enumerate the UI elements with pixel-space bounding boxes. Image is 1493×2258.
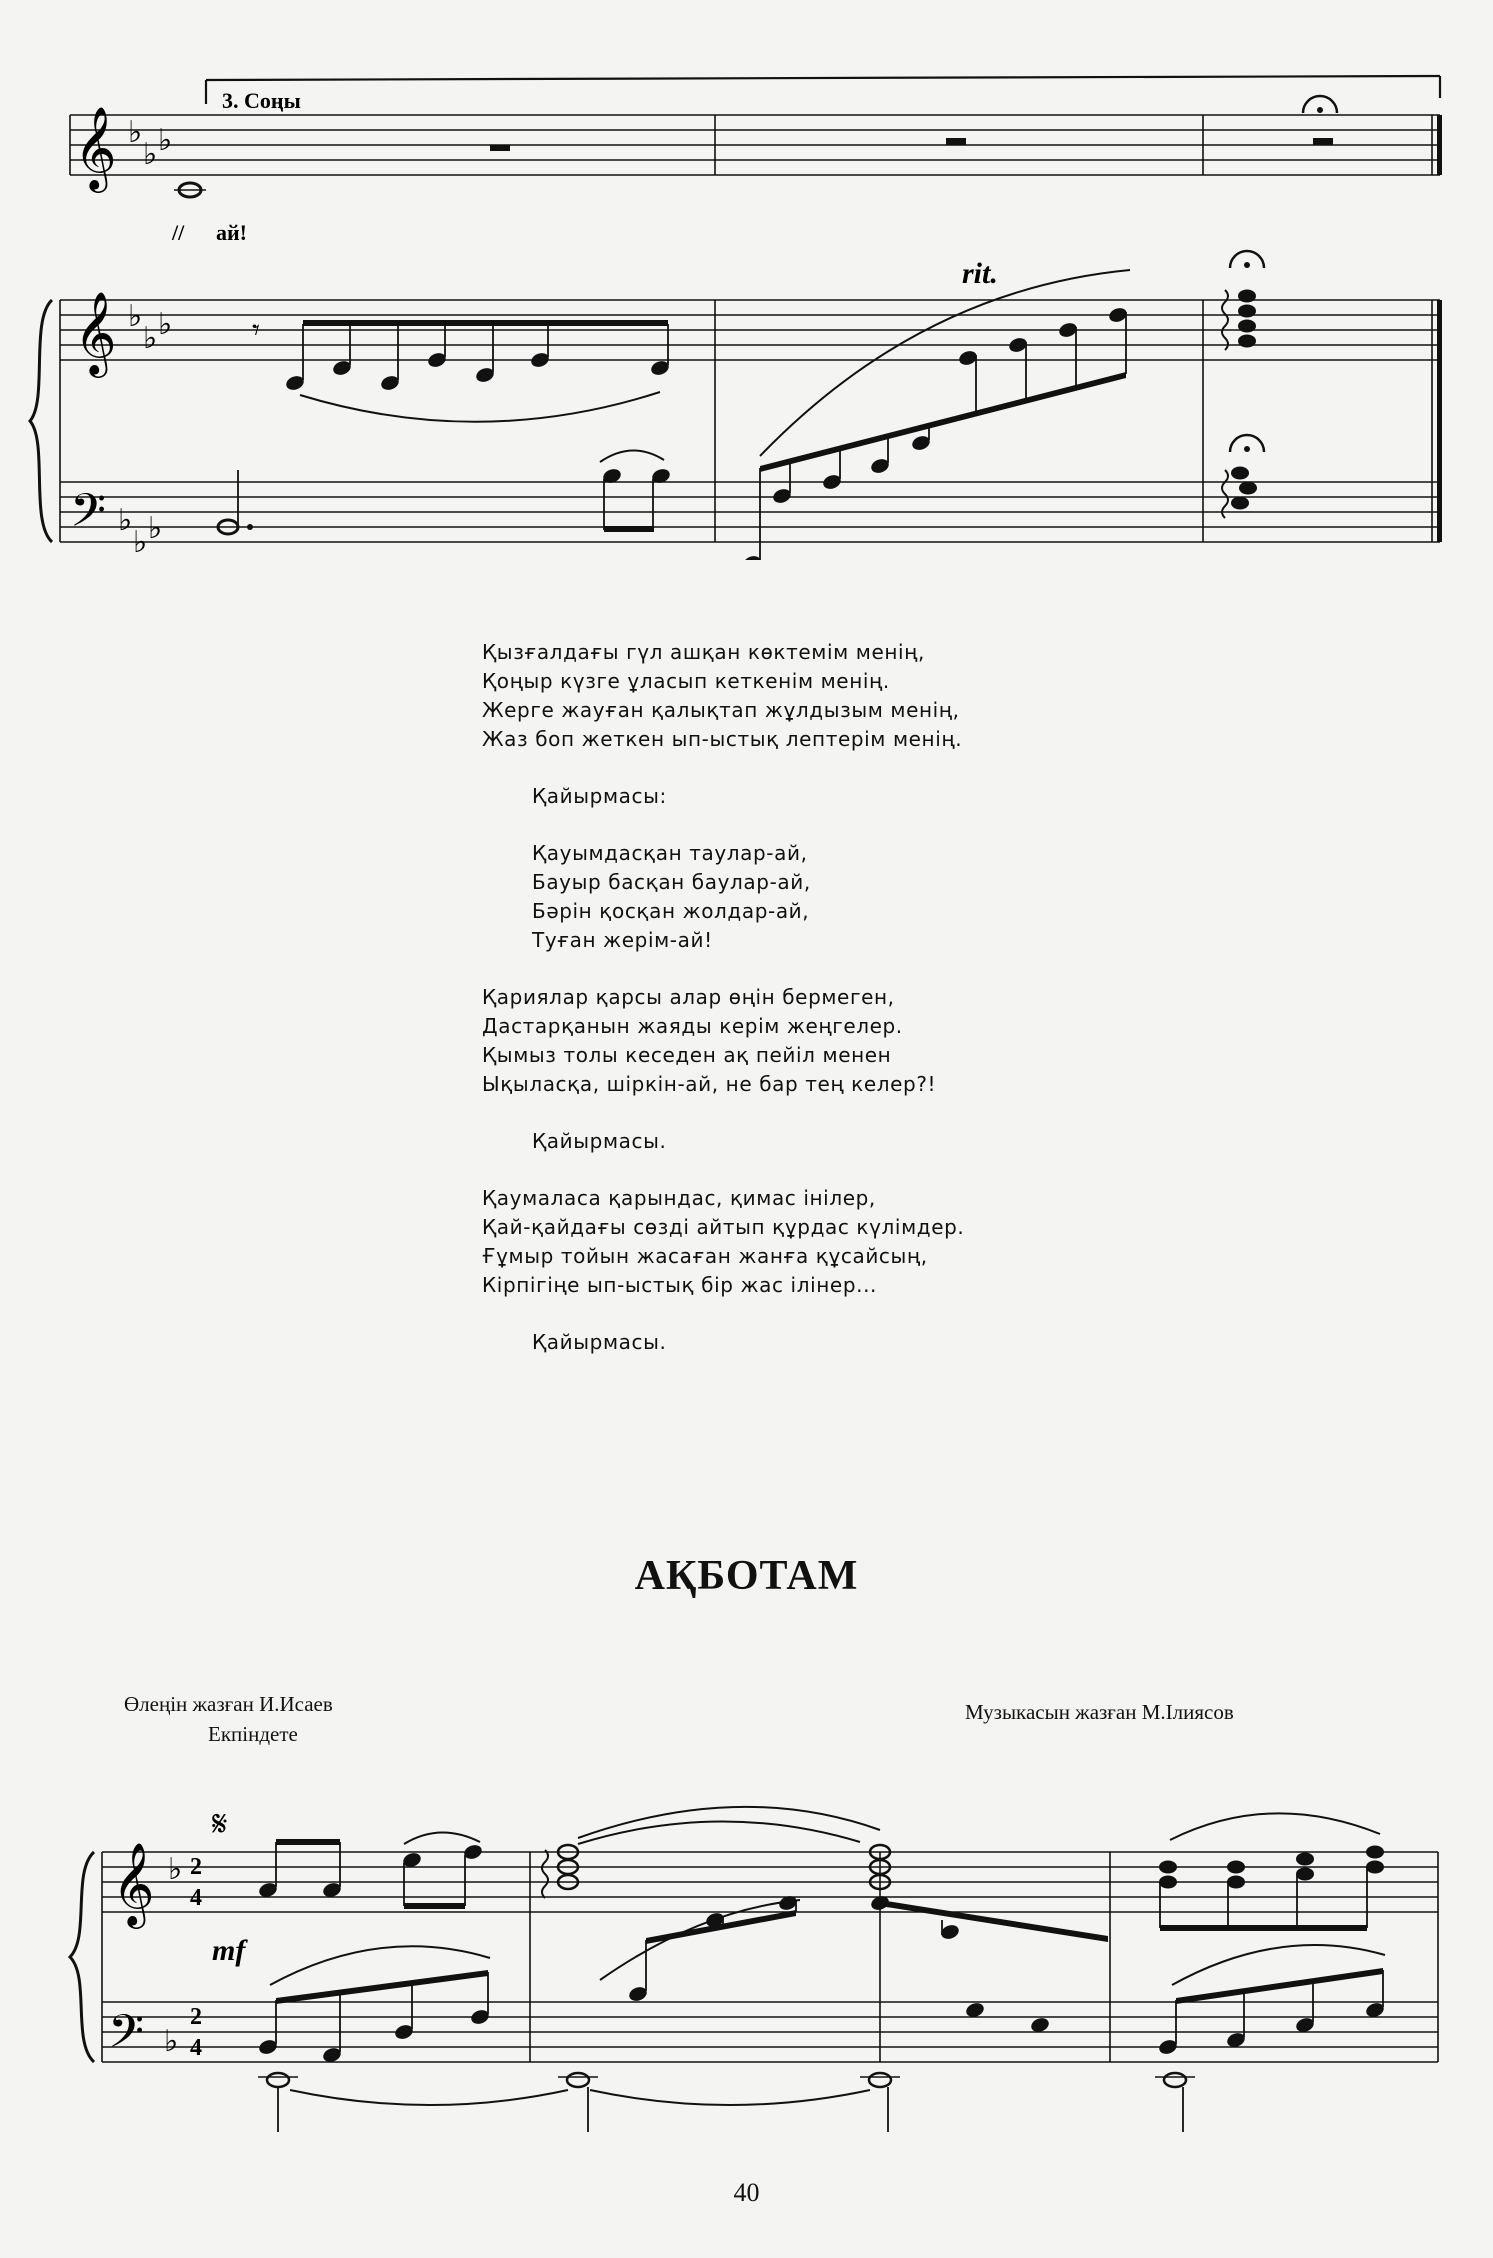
half-rest [490,145,510,151]
lyrics-block [482,638,1182,1385]
key-signature-flat: ♭ [168,1853,183,1886]
svg-text:♭: ♭ [158,308,173,341]
tempo-marking: Екпіндете [208,1722,298,1746]
svg-text:♭: ♭ [143,138,158,171]
refrain-label: Қайырмасы. [532,1330,667,1354]
arpeggio-icon [1222,470,1228,518]
svg-text:♭: ♭ [143,322,158,355]
lyric-line: Қариялар қарсы алар өңін бермеген, [482,985,895,1009]
lyric-line: Қай-қайдағы сөзді айтып құрдас күлімдер. [482,1215,965,1239]
lyricist-credit: Өлеңін жазған И.Исаев [124,1692,333,1716]
top-score-svg [0,0,1493,560]
eighth-rest-icon: 𝄾 [252,314,260,347]
whole-rest [946,138,966,145]
lyric-line: Жерге жауған қалықтап жұлдызым менің, [482,698,960,722]
lyric-line: Қаумаласа қарындас, қимас інілер, [482,1186,876,1210]
piano-brace [70,1852,94,2062]
page-number: 40 [733,2178,760,2207]
refrain [532,839,1182,955]
svg-text:♭: ♭ [133,526,148,559]
arpeggio-icon [1222,290,1228,350]
refrain-label: Қайырмасы. [532,1129,667,1153]
lyric-line: Кірпігіңе ып-ыстық бір жас ілінер... [482,1273,877,1297]
breath-mark: // [172,220,185,245]
segno-icon: 𝄋 [212,1803,228,1844]
dynamic-mark: mf [212,1934,246,1967]
stanza-2 [482,983,1182,1099]
piano-brace [30,300,52,542]
key-signature-flat: ♭ [164,2025,179,2058]
lyric-line: Бәрін қосқан жолдар-ай, [532,899,810,923]
lyric-line: Жаз боп жеткен ып-ыстық лептерім менің. [482,727,963,751]
volta-label: 3. Соңы [222,88,301,113]
piano-bass-staff [102,2002,1438,2062]
final-chord [1231,290,1257,510]
piano-bass-staff [60,482,1440,542]
lyric-line: Дастарқанын жаяды керім жеңгелер. [482,1014,903,1038]
time-signature-top: 2 [190,2004,202,2030]
svg-text:♭: ♭ [148,512,163,545]
svg-text:♭: ♭ [128,300,143,333]
vocal-staff [70,115,1440,175]
treble-clef-icon: 𝄞 [112,1844,155,1924]
song-title: АҚБОТАМ [634,1553,859,1599]
time-signature-top: 2 [190,1854,202,1880]
lyric-line: Бауыр басқан баулар-ай, [532,870,811,894]
lyric-line: Қоңыр күзге ұласып кеткенім менің. [482,669,890,693]
time-signature-bottom: 4 [190,2035,202,2061]
treble-run-notes [284,351,670,392]
lyric-line: Ықыласқа, шіркін-ай, не бар тең келер?! [482,1072,937,1096]
volta-bracket [206,76,1440,104]
bottom-score-system [0,1760,1493,2160]
svg-text:♭: ♭ [158,124,173,157]
lyric-line: Қымыз толы кеседен ақ пейіл менен [482,1043,892,1067]
treble-clef-icon: 𝄞 [74,293,117,373]
time-signature-bottom: 4 [190,1885,202,1911]
vocal-syllable: ай! [216,220,248,245]
lyric-line: Ғұмыр тойын жасаған жанға құсайсың, [482,1244,928,1268]
piano-treble-staff [60,300,1440,360]
composer-credit: Музыкасын жазған М.Ілиясов [965,1700,1234,1724]
arpeggio-icon [542,1850,548,1898]
bass-clef-icon: 𝄢 [70,484,107,547]
tempo-mark-rit: rit. [962,257,998,290]
treble-clef-icon: 𝄞 [74,108,117,188]
stanza-3 [482,1184,1182,1300]
stanza-1 [482,638,1182,754]
svg-text:♭: ♭ [118,504,133,537]
bottom-score-svg [0,1760,1493,2160]
slur [760,270,1130,456]
slur [300,392,660,422]
refrain-label: Қайырмасы: [532,784,667,808]
lyric-line: Туған жерім-ай! [532,928,713,952]
lyric-line: Қауымдасқан таулар-ай, [532,841,808,865]
key-signature-flats [118,116,172,559]
top-score-system [0,0,1493,560]
svg-text:♭: ♭ [128,116,143,149]
lyric-line: Қызғалдағы гүл ашқан көктемім менің, [482,640,925,664]
whole-rest [1313,138,1333,145]
bass-clef-icon: 𝄢 [108,2005,145,2068]
